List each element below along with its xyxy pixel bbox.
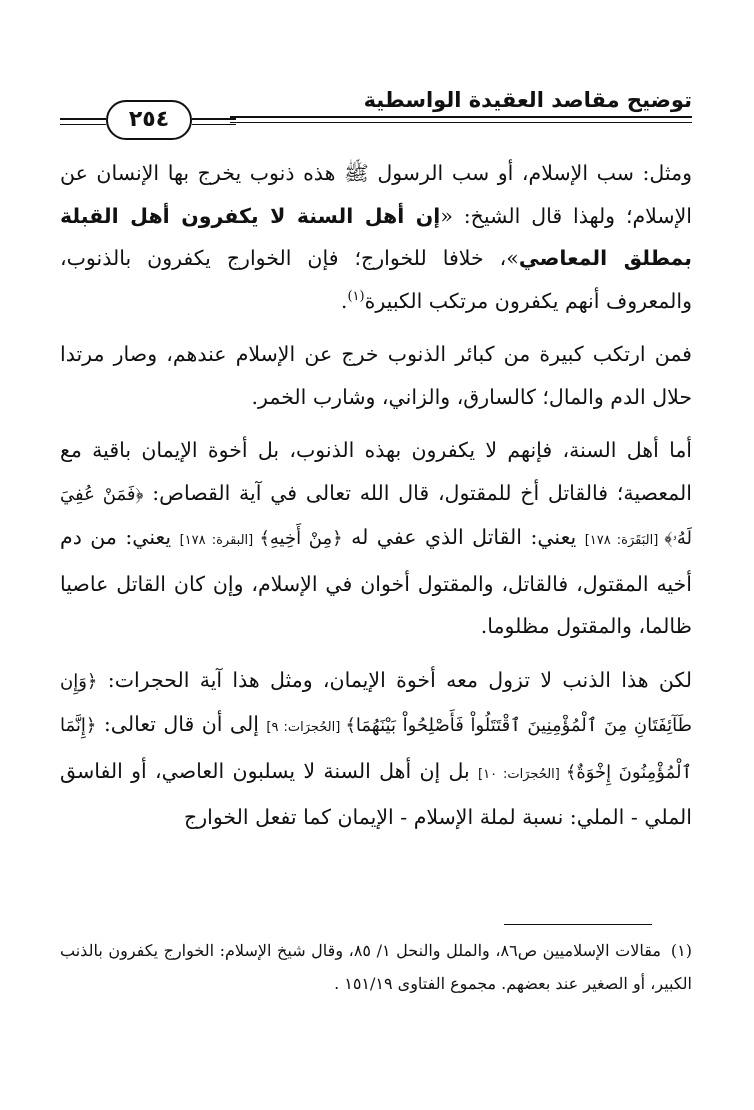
running-title: توضيح مقاصد العقيدة الواسطية bbox=[363, 88, 692, 112]
verse-reference: [الحُجرَات: ١٠] bbox=[478, 766, 566, 782]
quoted-statement: إن أهل السنة لا يكفرون أهل القبلة بمطلق المعاصي bbox=[60, 203, 692, 270]
footnote-separator bbox=[504, 924, 652, 925]
text-segment: أما أهل السنة، فإنهم لا يكفرون بهذه الذنوب، بل أخوة الإيمان باقية مع المعصية؛ فالقاتل أخ للمقتول، قال الله تعالى في آية القصاص: bbox=[60, 438, 692, 505]
footnote-marker: (١) bbox=[347, 288, 365, 304]
text-segment: »، خلافا للخوارج؛ فإن الخوارج يكفرون بالذنوب، والمعروف أنهم يكفرون مرتكب الكبيرة bbox=[60, 246, 692, 313]
header-rule bbox=[230, 116, 692, 118]
verse-reference: [البَقَرَة: ١٧٨] bbox=[584, 533, 665, 548]
header-rule-left-thin bbox=[60, 124, 106, 125]
text-segment: ومثل: سب الإسلام، أو سب الرسول ﷺ هذه ذنوب يخرج بها الإنسان عن الإسلام؛ ولهذا قال الشيخ: « bbox=[60, 161, 692, 228]
page-number-frame bbox=[60, 100, 236, 144]
quran-quote: ﴿وَإِن طَآئِفَتَانِ مِنَ ٱلْمُؤْمِنِينَ ٱقْتَتَلُواْ فَأَصْلِحُواْ بَيْنَهُمَا﴾ bbox=[60, 670, 692, 736]
paragraph bbox=[60, 152, 692, 322]
header-rule-left bbox=[60, 118, 106, 120]
footnote bbox=[60, 934, 692, 1000]
page-header bbox=[60, 72, 692, 142]
text-segment: فمن ارتكب كبيرة من كبائر الذنوب خرج عن الإسلام عندهم، وصار مرتدا حلال الدم والمال؛ كالسارق، والزاني، وشارب الخمر. bbox=[60, 342, 692, 409]
header-rule-thin bbox=[230, 122, 692, 123]
main-text bbox=[60, 152, 692, 850]
footnote-number: (١) bbox=[670, 941, 693, 960]
text-segment: إلى أن قال تعالى: bbox=[96, 712, 267, 736]
footnote-text: مقالات الإسلاميين ص٨٦، والملل والنحل ١/ ٨٥، وقال شيخ الإسلام: الخوارج يكفرون بالذنب الكبير، أو الصغير عند بعضهم. مجموع الفتاوى ١٥١/١٩ . bbox=[60, 941, 692, 993]
paragraph bbox=[60, 429, 692, 648]
quran-quote: ﴿مِنْ أَخِيهِ﴾ bbox=[259, 528, 343, 549]
text-segment: يعني: من دم أخيه المقتول، فالقاتل، والمقتول أخوان في الإسلام، وإن كان القاتل عاصيا ظالما، والمقتول مظلوما. bbox=[60, 525, 692, 638]
text-segment: يعني: القاتل الذي عفي له bbox=[342, 525, 585, 549]
verse-reference: [البقرة: ١٧٨] bbox=[179, 533, 260, 548]
paragraph bbox=[60, 333, 692, 418]
text-segment: . bbox=[340, 288, 348, 313]
header-rule-mid bbox=[192, 118, 236, 120]
quran-quote: ﴿إِنَّمَا ٱلْمُؤْمِنُونَ إِخْوَةٌ﴾ bbox=[60, 715, 693, 783]
verse-reference: [الحُجرَات: ٩] bbox=[266, 720, 346, 735]
quran-quote: ﴿فَمَنْ عُفِيَ لَهُۥ﴾ bbox=[60, 483, 693, 549]
page-number: ٢٥٤ bbox=[106, 100, 192, 140]
text-segment: لكن هذا الذنب لا تزول معه أخوة الإيمان، ومثل هذا آية الحجرات: bbox=[97, 667, 692, 692]
header-rule-mid-thin bbox=[192, 124, 236, 125]
text-segment: بل إن أهل السنة لا يسلبون العاصي، أو الفاسق الملي - الملي: نسبة لملة الإسلام - الإيمان كما تفعل الخوارج bbox=[60, 758, 692, 829]
paragraph bbox=[60, 659, 692, 839]
